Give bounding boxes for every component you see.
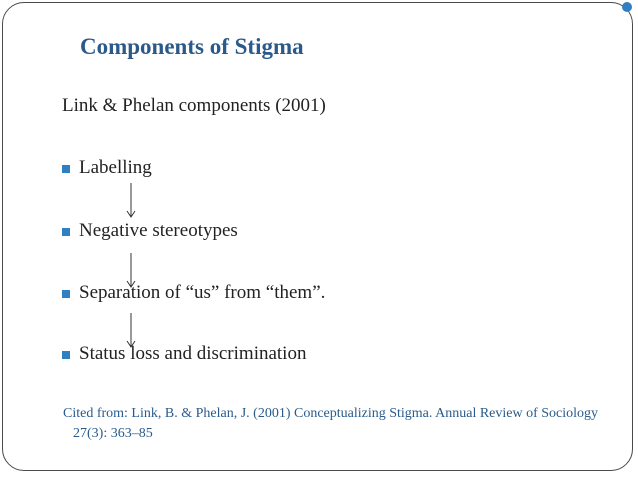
bullet-marker-icon	[62, 165, 70, 173]
bullet-item-labelling	[62, 157, 152, 179]
corner-dot-decoration	[622, 2, 632, 12]
slide-subtitle: Link & Phelan components (2001)	[62, 95, 326, 116]
bullet-label: Separation of “us” from “them”.	[79, 282, 326, 303]
bullet-marker-icon	[62, 351, 70, 359]
bullet-label: Labelling	[79, 157, 152, 178]
down-arrow-icon	[126, 183, 136, 219]
slide-title: Components of Stigma	[80, 34, 304, 59]
citation-text: Cited from: Link, B. & Phelan, J. (2001) Conceptualizing Stigma. Annual Review of Sociology 27(3): 363–85	[63, 406, 599, 441]
bullet-label: Status loss and discrimination	[79, 343, 307, 364]
bullet-marker-icon	[62, 228, 70, 236]
bullet-marker-icon	[62, 290, 70, 298]
bullet-label: Negative stereotypes	[79, 220, 238, 241]
bullet-item-negative-stereotypes	[62, 220, 238, 242]
bullet-item-status-loss	[62, 343, 306, 365]
bullet-item-separation	[62, 282, 325, 304]
